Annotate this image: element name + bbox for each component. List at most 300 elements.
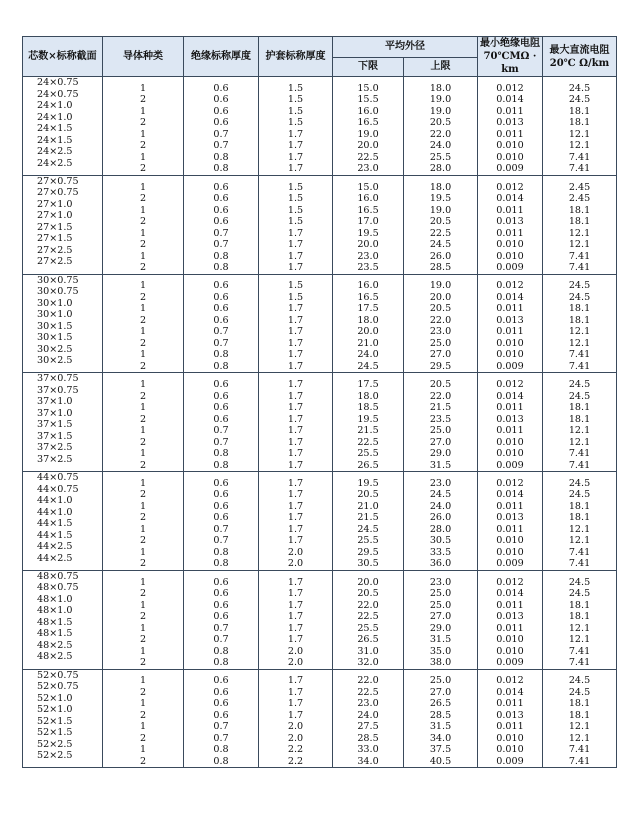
table-cell-value: 1 [139, 546, 147, 558]
table-cell-value: 44×2.5 [37, 552, 73, 564]
table-cell-value: 0.6 [213, 105, 229, 117]
diameter-upper-cell [404, 373, 478, 472]
table-cell-value: 1.7 [287, 459, 304, 471]
table-cell-value: 24×2.5 [37, 146, 73, 157]
table-cell-value: 0.013 [496, 216, 524, 227]
table-cell-value: 1 [139, 675, 147, 687]
table-cell-value: 28.0 [429, 163, 452, 175]
table-cell-value: 1 [139, 82, 147, 94]
max-dc-resistance-cell [543, 472, 617, 571]
table-cell-value: 0.6 [213, 675, 229, 687]
table-cell-value: 2 [139, 337, 147, 349]
table-cell-value: 30×2.5 [37, 343, 73, 355]
header-conductor-type: 导体种类 [103, 37, 184, 77]
table-cell-value: 30.5 [429, 535, 452, 547]
table-cell-value: 0.009 [496, 755, 524, 767]
table-cell-value: 0.8 [213, 151, 229, 163]
table-cell-value: 24×0.75 [37, 88, 79, 100]
table-cell-value: 24.0 [429, 140, 452, 152]
table-cell-value: 2 [139, 436, 147, 448]
table-cell-value: 2 [139, 657, 147, 668]
table-cell-value: 33.0 [357, 744, 379, 756]
max-dc-resistance-cell [543, 274, 617, 373]
table-cell-value: 27.0 [429, 611, 452, 622]
table-cell-value: 0.014 [496, 489, 524, 501]
table-cell-value: 1.5 [287, 216, 304, 227]
table-cell-value: 1 [139, 349, 147, 361]
table-cell-value: 37×2.5 [37, 442, 73, 454]
table-cell-value: 22.0 [429, 390, 452, 402]
diameter-upper-cell [404, 570, 478, 669]
table-cell-value: 52×1.5 [37, 727, 73, 738]
table-cell-value: 1.5 [287, 291, 304, 303]
table-cell-value: 22.5 [429, 227, 452, 239]
sheath-thickness-cell [259, 570, 333, 669]
table-cell-value: 1.7 [287, 250, 304, 262]
table-cell-value: 48×2.5 [37, 651, 73, 663]
table-cell-value: 1.7 [287, 379, 304, 390]
table-cell-value: 30×0.75 [37, 274, 79, 286]
table-cell-value: 20.0 [357, 140, 379, 152]
table-cell-value: 24×2.5 [37, 157, 73, 169]
table-cell-value: 24.5 [568, 576, 591, 588]
table-cell-value: 12.1 [568, 436, 591, 448]
table-cell-value: 12.1 [568, 227, 591, 239]
min-resistance-unit: 70℃MΩ · km [483, 51, 537, 75]
table-cell-value: 0.010 [496, 448, 524, 459]
table-cell-value: 28.5 [429, 262, 452, 273]
table-cell-value: 0.8 [213, 744, 229, 756]
table-cell-value: 20.5 [429, 117, 452, 129]
table-cell-value: 0.6 [213, 611, 229, 622]
table-cell-value: 12.1 [568, 535, 591, 547]
table-cell-value: 31.5 [429, 459, 452, 471]
table-cell-value: 28.5 [429, 709, 452, 721]
table-cell-value: 2 [139, 686, 147, 698]
diameter-lower-cell [333, 570, 404, 669]
table-cell-value: 0.011 [496, 303, 524, 315]
table-cell-value: 0.012 [496, 576, 524, 588]
table-cell-value: 1 [139, 181, 147, 193]
sheath-thickness-cell [259, 669, 333, 768]
table-cell-value: 27×2.5 [37, 244, 73, 256]
table-cell-value: 24.5 [568, 477, 591, 489]
table-cell-value: 0.8 [213, 645, 229, 657]
table-cell-value: 25.5 [429, 151, 452, 163]
table-cell-value: 19.0 [429, 105, 452, 117]
core-section-cell [23, 373, 103, 472]
table-cell-value: 0.011 [496, 326, 524, 338]
table-cell-value: 1.7 [287, 360, 304, 372]
table-cell-value: 19.0 [429, 204, 452, 216]
sheath-thickness-cell [259, 175, 333, 274]
table-cell-value: 27.5 [357, 721, 379, 733]
header-average-diameter: 平均外径 [333, 37, 478, 58]
table-cell-value: 0.8 [213, 546, 229, 558]
table-cell-value: 0.013 [496, 709, 524, 721]
table-cell-value: 7.41 [568, 744, 591, 756]
table-cell-value: 1.7 [287, 709, 304, 721]
table-cell-value: 0.7 [213, 523, 229, 535]
table-cell-value: 0.7 [213, 721, 229, 733]
table-header [23, 37, 617, 77]
table-cell-value: 24.5 [429, 239, 452, 250]
diameter-upper-cell [404, 472, 478, 571]
table-cell-value: 18.0 [429, 181, 452, 193]
table-cell-value: 0.011 [496, 721, 524, 733]
table-cell-value: 19.5 [357, 477, 379, 489]
table-cell-value: 37×1.5 [37, 430, 73, 442]
table-cell-value: 19.0 [357, 128, 379, 140]
table-cell-value: 23.5 [429, 413, 452, 425]
table-cell-value: 25.5 [357, 622, 379, 634]
table-cell-value: 0.6 [213, 216, 229, 227]
conductor-type-cell [103, 77, 184, 176]
table-cell-value: 0.010 [496, 634, 524, 645]
cable-spec-table [22, 36, 617, 768]
table-cell-value: 52×1.0 [37, 704, 73, 715]
table-cell-value: 18.1 [568, 512, 591, 524]
table-cell-value: 18.1 [568, 402, 591, 413]
min-insulation-resistance-cell [478, 373, 543, 472]
table-cell-value: 1 [139, 105, 147, 117]
table-cell-value: 29.5 [357, 546, 379, 558]
table-cell-value: 0.6 [213, 512, 229, 524]
table-cell-value: 12.1 [568, 523, 591, 535]
table-cell-value: 1.7 [287, 489, 304, 501]
table-cell-value: 0.6 [213, 379, 229, 390]
table-cell-value: 2 [139, 413, 147, 425]
sheath-thickness-cell [259, 373, 333, 472]
min-resistance-title: 最小绝缘电阻 [480, 38, 540, 49]
table-cell-value: 26.5 [357, 634, 379, 645]
table-cell-value: 2 [139, 489, 147, 501]
table-body [23, 77, 617, 768]
table-row-group [23, 472, 617, 571]
table-cell-value: 1.7 [287, 337, 304, 349]
table-cell-value: 1 [139, 523, 147, 535]
table-cell-value: 19.5 [357, 227, 379, 239]
table-cell-value: 0.6 [213, 588, 229, 599]
table-cell-value: 35.0 [429, 645, 452, 657]
table-cell-value: 18.1 [568, 413, 591, 425]
header-core-section: 芯数×标称截面 [23, 37, 103, 77]
table-cell-value: 0.012 [496, 280, 524, 292]
diameter-lower-cell [333, 669, 404, 768]
table-cell-value: 44×1.5 [37, 529, 73, 541]
table-cell-value: 7.41 [568, 546, 591, 558]
min-insulation-resistance-cell [478, 472, 543, 571]
table-cell-value: 0.010 [496, 546, 524, 558]
core-section-cell [23, 570, 103, 669]
table-cell-value: 22.5 [357, 611, 379, 622]
insulation-thickness-cell [184, 570, 259, 669]
table-cell-value: 2 [139, 634, 147, 645]
table-cell-value: 0.7 [213, 535, 229, 547]
table-cell-value: 2 [139, 291, 147, 303]
header-min-insulation-resistance [478, 37, 543, 77]
core-section-cell [23, 274, 103, 373]
table-cell-value: 37×1.0 [37, 407, 73, 419]
table-cell-value: 27.0 [429, 686, 452, 698]
table-cell-value: 18.1 [568, 599, 591, 611]
table-cell-value: 0.012 [496, 379, 524, 390]
table-cell-value: 27×1.0 [37, 210, 73, 222]
table-cell-value: 1 [139, 645, 147, 657]
conductor-type-cell [103, 472, 184, 571]
table-cell-value: 26.5 [429, 698, 452, 710]
table-cell-value: 26.5 [357, 459, 379, 471]
table-cell-value: 19.0 [429, 280, 452, 292]
table-cell-value: 16.5 [357, 291, 379, 303]
max-dc-unit: 20℃ Ω/km [549, 57, 610, 69]
table-cell-value: 2 [139, 193, 147, 204]
table-cell-value: 2 [139, 239, 147, 250]
table-cell-value: 0.8 [213, 360, 229, 372]
table-cell-value: 1.7 [287, 576, 304, 588]
table-cell-value: 0.009 [496, 163, 524, 175]
table-cell-value: 22.5 [357, 686, 379, 698]
table-cell-value: 0.011 [496, 227, 524, 239]
table-cell-value: 7.41 [568, 163, 591, 175]
table-cell-value: 22.5 [357, 151, 379, 163]
table-cell-value: 24×1.5 [37, 134, 73, 146]
table-cell-value: 24.5 [568, 588, 591, 599]
min-insulation-resistance-cell [478, 669, 543, 768]
table-cell-value: 0.6 [213, 280, 229, 292]
table-cell-value: 2.45 [568, 181, 591, 193]
table-row-group [23, 373, 617, 472]
core-section-cell [23, 175, 103, 274]
header-max-dc-resistance [543, 37, 617, 77]
table-cell-value: 2 [139, 163, 147, 175]
table-cell-value: 28.5 [357, 732, 379, 744]
table-cell-value: 18.1 [568, 698, 591, 710]
table-cell-value: 1 [139, 204, 147, 216]
table-cell-value: 1 [139, 448, 147, 459]
table-cell-value: 1.7 [287, 128, 304, 140]
table-cell-value: 0.7 [213, 227, 229, 239]
table-cell-value: 0.8 [213, 558, 229, 570]
table-cell-value: 18.0 [357, 390, 379, 402]
table-cell-value: 1.7 [287, 500, 304, 512]
table-cell-value: 20.0 [357, 576, 379, 588]
table-cell-value: 52×0.75 [37, 669, 79, 681]
table-cell-value: 24.5 [357, 360, 379, 372]
table-cell-value: 20.0 [357, 326, 379, 338]
table-cell-value: 1.7 [287, 477, 304, 489]
table-cell-value: 36.0 [429, 558, 452, 570]
table-cell-value: 23.0 [429, 326, 452, 338]
table-cell-value: 0.6 [213, 709, 229, 721]
table-cell-value: 34.0 [429, 732, 452, 744]
table-cell-value: 1.7 [287, 675, 304, 687]
insulation-thickness-cell [184, 274, 259, 373]
table-cell-value: 2.2 [287, 755, 304, 767]
table-cell-value: 18.1 [568, 709, 591, 721]
table-cell-value: 25.0 [429, 425, 452, 436]
table-cell-value: 0.6 [213, 82, 229, 94]
table-cell-value: 21.5 [429, 402, 452, 413]
table-cell-value: 48×0.75 [37, 582, 79, 594]
table-cell-value: 16.5 [357, 204, 379, 216]
conductor-type-cell [103, 175, 184, 274]
max-dc-title: 最大直流电阻 [549, 44, 610, 56]
diameter-lower-cell [333, 274, 404, 373]
table-cell-value: 1 [139, 280, 147, 292]
table-cell-value: 0.8 [213, 657, 229, 668]
table-cell-value: 0.011 [496, 105, 524, 117]
table-cell-value: 0.8 [213, 262, 229, 273]
table-cell-value: 24×0.75 [37, 77, 79, 88]
table-cell-value: 1 [139, 622, 147, 634]
table-cell-value: 31.5 [429, 721, 452, 733]
table-cell-value: 31.5 [429, 634, 452, 645]
table-cell-value: 24×1.0 [37, 111, 73, 123]
table-cell-value: 38.0 [429, 657, 452, 668]
table-cell-value: 29.0 [429, 448, 452, 459]
table-cell-value: 28.0 [429, 523, 452, 535]
table-cell-value: 0.8 [213, 448, 229, 459]
table-cell-value: 0.7 [213, 326, 229, 338]
table-cell-value: 1.5 [287, 204, 304, 216]
table-cell-value: 34.0 [357, 755, 379, 767]
table-cell-value: 1 [139, 599, 147, 611]
table-cell-value: 0.009 [496, 262, 524, 273]
table-cell-value: 26.0 [429, 512, 452, 524]
conductor-type-cell [103, 373, 184, 472]
table-cell-value: 0.8 [213, 163, 229, 175]
table-cell-value: 1 [139, 500, 147, 512]
min-insulation-resistance-cell [478, 77, 543, 176]
table-cell-value: 18.1 [568, 117, 591, 129]
table-cell-value: 0.6 [213, 576, 229, 588]
table-cell-value: 2.0 [287, 558, 304, 570]
table-cell-value: 1.5 [287, 193, 304, 204]
table-cell-value: 0.7 [213, 337, 229, 349]
table-cell-value: 24×1.0 [37, 100, 73, 111]
table-cell-value: 0.011 [496, 128, 524, 140]
table-row-group [23, 274, 617, 373]
table-cell-value: 0.011 [496, 523, 524, 535]
table-cell-value: 37×0.75 [37, 384, 79, 396]
table-cell-value: 1.5 [287, 105, 304, 117]
table-cell-value: 0.009 [496, 360, 524, 372]
table-cell-value: 21.5 [357, 425, 379, 436]
table-cell-value: 0.6 [213, 599, 229, 611]
table-cell-value: 17.5 [357, 303, 379, 315]
insulation-thickness-cell [184, 669, 259, 768]
table-cell-value: 1 [139, 151, 147, 163]
table-cell-value: 23.5 [357, 262, 379, 273]
table-cell-value: 52×0.75 [37, 681, 79, 692]
table-cell-value: 1.7 [287, 140, 304, 152]
table-cell-value: 12.1 [568, 337, 591, 349]
table-cell-value: 2 [139, 216, 147, 227]
table-cell-value: 0.013 [496, 611, 524, 622]
table-cell-value: 0.8 [213, 250, 229, 262]
table-cell-value: 16.5 [357, 117, 379, 129]
table-cell-value: 29.0 [429, 622, 452, 634]
table-cell-value: 1.5 [287, 82, 304, 94]
table-cell-value: 1 [139, 425, 147, 436]
table-cell-value: 2 [139, 709, 147, 721]
table-cell-value: 1 [139, 303, 147, 315]
max-dc-resistance-cell [543, 669, 617, 768]
table-cell-value: 1.7 [287, 523, 304, 535]
table-cell-value: 24.5 [429, 489, 452, 501]
table-cell-value: 30×1.0 [37, 297, 73, 309]
table-cell-value: 18.1 [568, 303, 591, 315]
table-cell-value: 0.010 [496, 732, 524, 744]
table-cell-value: 2 [139, 535, 147, 547]
table-cell-value: 24.5 [568, 390, 591, 402]
table-cell-value: 12.1 [568, 721, 591, 733]
table-cell-value: 0.8 [213, 755, 229, 767]
max-dc-resistance-cell [543, 175, 617, 274]
min-insulation-resistance-cell [478, 274, 543, 373]
table-cell-value: 0.010 [496, 250, 524, 262]
table-cell-value: 21.5 [357, 512, 379, 524]
table-cell-value: 1 [139, 744, 147, 756]
table-cell-value: 15.0 [357, 181, 379, 193]
table-cell-value: 1.7 [287, 611, 304, 622]
table-cell-value: 0.014 [496, 390, 524, 402]
table-cell-value: 21.0 [357, 500, 379, 512]
insulation-thickness-cell [184, 175, 259, 274]
table-cell-value: 27×1.5 [37, 233, 73, 245]
table-cell-value: 1 [139, 326, 147, 338]
conductor-type-cell [103, 669, 184, 768]
table-cell-value: 0.010 [496, 535, 524, 547]
table-cell-value: 0.7 [213, 732, 229, 744]
diameter-lower-cell [333, 175, 404, 274]
table-cell-value: 24.5 [357, 523, 379, 535]
table-cell-value: 7.41 [568, 349, 591, 361]
table-cell-value: 0.010 [496, 436, 524, 448]
table-cell-value: 0.010 [496, 239, 524, 250]
table-cell-value: 7.41 [568, 755, 591, 767]
table-cell-value: 1.7 [287, 326, 304, 338]
table-cell-value: 1.5 [287, 280, 304, 292]
table-cell-value: 1.5 [287, 117, 304, 129]
sheath-thickness-cell [259, 472, 333, 571]
table-cell-value: 25.5 [357, 448, 379, 459]
table-cell-value: 17.0 [357, 216, 379, 227]
table-cell-value: 0.7 [213, 425, 229, 436]
table-cell-value: 2.0 [287, 732, 304, 744]
table-cell-value: 20.5 [357, 489, 379, 501]
table-cell-value: 22.0 [357, 675, 379, 687]
table-cell-value: 0.7 [213, 622, 229, 634]
core-section-cell [23, 669, 103, 768]
diameter-upper-cell [404, 274, 478, 373]
table-cell-value: 1.7 [287, 686, 304, 698]
table-cell-value: 52×1.0 [37, 692, 73, 704]
table-cell-value: 24×1.5 [37, 123, 73, 134]
core-section-cell [23, 77, 103, 176]
table-cell-value: 0.8 [213, 459, 229, 471]
table-cell-value: 24.5 [568, 291, 591, 303]
table-cell-value: 0.6 [213, 489, 229, 501]
table-cell-value: 20.0 [429, 291, 452, 303]
table-cell-value: 0.6 [213, 413, 229, 425]
table-cell-value: 0.011 [496, 500, 524, 512]
table-cell-value: 0.010 [496, 645, 524, 657]
table-cell-value: 0.010 [496, 151, 524, 163]
table-cell-value: 2 [139, 94, 147, 106]
table-cell-value: 1 [139, 721, 147, 733]
